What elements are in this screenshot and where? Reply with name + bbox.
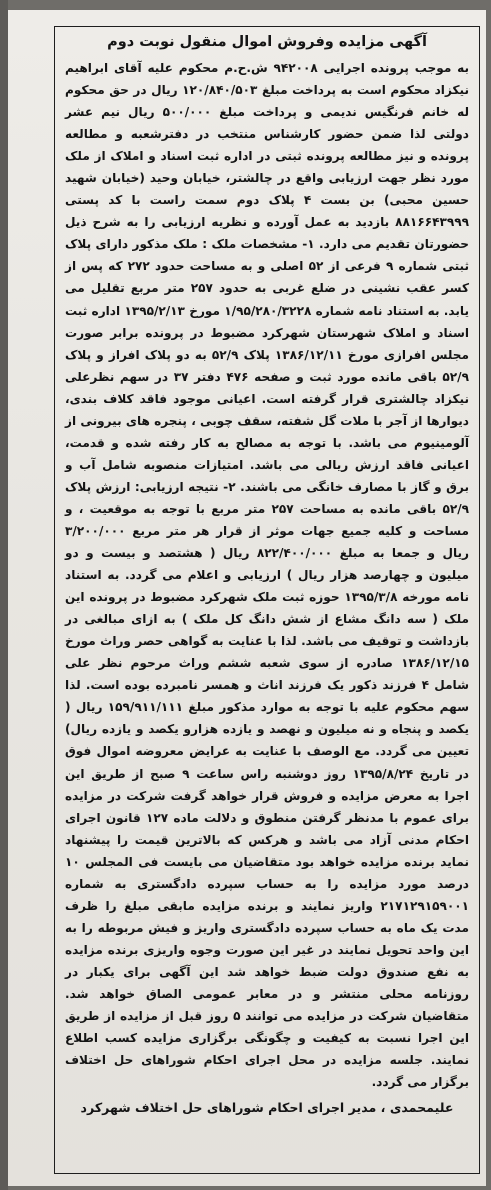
page-edge-shadow xyxy=(0,0,8,1190)
notice-body-text: به موجب پرونده اجرایی ۹۴۲۰۰۸ ش.ح.م محکوم علیه آقای ابراهیم نیکزاد محکوم است به پرداخت مبلغ ۱۲۰/۸۴۰/۵۰۳ ریال در حق محکوم له خانم فرنگیس ندیمی و پرداخت مبلغ ۵۰۰/۰۰۰ ریال نیم عشر دولتی لذا ضمن حضور کارشناس منتخب در دفترشعبه و مطالعه پرونده و نیز مطالعه پرونده ثبتی در اداره ثبت اسناد و املاک از ملک مورد نظر جهت ارزیابی واقع در چالشتر، خیابان وحید (خیابان شهید حسین محبی) بن بست ۴ پلاک دوم سمت راست با کد پستی ۸۸۱۶۶۴۳۹۹۹ بازدید به عمل آورده و نظریه ارزیابی را به شرح ذیل حضورتان تقدیم می دارد. ۱- مشخصات ملک : ملک مذکور دارای پلاک ثبتی شماره ۹ فرعی از ۵۲ اصلی و به مساحت حدود ۲۷۲ که پس از کسر عقب نشینی در ضلع غربی به حدود ۲۵۷ متر مربع تقلیل می یابد. به استناد نامه شماره ۱/۹۵/۲۸۰/۳۲۲۸ مورخ ۱۳۹۵/۲/۱۳ اداره ثبت اسناد و املاک شهرستان شهرکرد مضبوط در پرونده برابر صورت مجلس افرازی مورخ ۱۳۸۶/۱۲/۱۱ پلاک ۵۲/۹ به دو پلاک افراز و پلاک ۵۲/۹ باقی مانده مورد ثبت و صفحه ۴۷۶ دفتر ۳۷ در سهم نظرعلی نیکزاد چالشتری قرار گرفته است. اعیانی موجود فاقد کلاف بندی، دیوارها از آجر با ملات گل شفته، سقف چوبی ، پنجره های بیرونی از آلومینیوم می باشد. با توجه به مصالح به کار رفته شده و قدمت، اعیانی فاقد ارزش ریالی می باشد. امتیازات منصوبه شامل آب و برق و گاز با مصارف خانگی می باشند. ۲- نتیجه ارزیابی: ارزش پلاک ۵۲/۹ باقی مانده به مساحت ۲۵۷ متر مربع با توجه به موقعیت ، و مساحت و کلیه جمیع جهات موثر از قرار هر متر مربع ۳/۲۰۰/۰۰۰ ریال و جمعا به مبلغ ۸۲۲/۴۰۰/۰۰۰ ریال ( هشتصد و بیست و دو میلیون و چهارصد هزار ریال ) ارزیابی و اعلام می گردد. به استناد نامه مورخه ۱۳۹۵/۳/۸ حوزه ثبت ملک شهرکرد مضبوط در پرونده این ملک ( سه دانگ مشاع از شش دانگ کل ملک ) به ازای مبالغی در بازداشت و توقیف می باشد. لذا با عنایت به گواهی حصر وراث مورخ ۱۳۸۶/۱۲/۱۵ صادره از سوی شعبه ششم وراث مرحوم نظر علی شامل ۴ فرزند ذکور یک فرزند اناث و همسر نامبرده بوده است. لذا سهم محکوم علیه با توجه به موارد مذکور مبلغ ۱۵۹/۹۱۱/۱۱۱ ریال ( یکصد و پنجاه و نه میلیون و نهصد و یازده هزارو یکصد و یازده ریال) تعیین می گردد. مع الوصف با عنایت به عرایض معروضه اموال فوق در تاریخ ۱۳۹۵/۸/۲۴ روز دوشنبه راس ساعت ۹ صبح از طریق این اجرا به معرض مزایده و فروش قرار خواهد گرفت شرکت در مزایده برای عموم با مدنظر گرفتن منطوق و دلالت ماده ۱۲۷ قانون اجرای احکام مدنی آزاد می باشد و هرکس که بالاترین قیمت را پیشنهاد نماید برنده مزایده خواهد بود متقاضیان می بایست فی المجلس ۱۰ درصد مورد مزایده را به حساب سپرده دادگستری به شماره ۲۱۷۱۲۹۱۵۹۰۰۱ واریز نمایند و برنده مزایده مابقی مبلغ را ظرف مدت یک ماه به حساب سپرده دادگستری واریز و فیش مربوطه را به این واحد تحویل نمایند در غیر این صورت وجوه واریزی برنده مزایده به نفع صندوق دولت ضبط خواهد شد این آگهی برای یکبار در روزنامه محلی منتشر و در معابر عمومی الصاق خواهد شد. متقاضیان شرکت در مزایده می توانند ۵ روز قبل از مزایده از طریق این اجرا نسبت به کیفیت و چگونگی برگزاری مزایده کسب اطلاع نمایند. جلسه مزایده در محل اجرای احکام شوراهای حل اختلاف برگزار می گردد. xyxy=(65,61,470,1090)
notice-body xyxy=(65,57,469,1093)
notice-title: آگهی مزایده وفروش اموال منقول نوبت دوم xyxy=(107,34,427,50)
newspaper-clipping xyxy=(8,10,486,1186)
notice-signature: علیمحمدی ، مدیر اجرای احکام شوراهای حل اختلاف شهرکرد xyxy=(80,1100,454,1116)
notice-frame xyxy=(54,26,480,1174)
